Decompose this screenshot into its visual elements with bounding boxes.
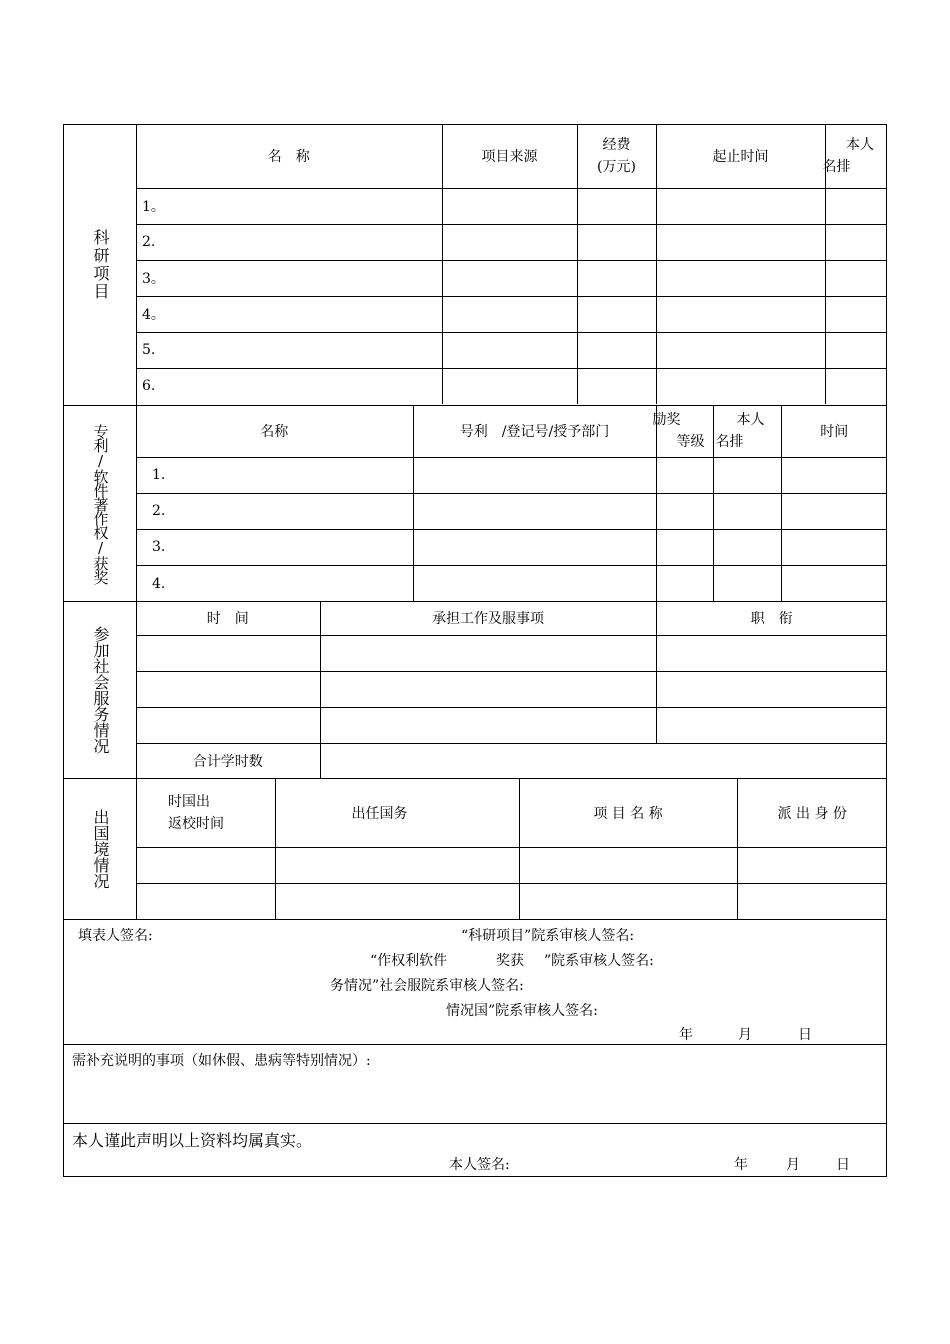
service-side-label-cell xyxy=(64,602,137,778)
declaration-day-label: 日 xyxy=(836,1157,850,1173)
patent-rank-cell[interactable] xyxy=(713,457,781,493)
row-number: 6. xyxy=(136,368,442,404)
research-source-cell[interactable] xyxy=(442,332,577,368)
service-time-cell[interactable] xyxy=(136,635,320,671)
patent-header-time: 时间 xyxy=(781,406,887,457)
row-number: 4。 xyxy=(136,296,442,332)
patent-level-cell[interactable] xyxy=(656,457,713,493)
research-header-row xyxy=(136,125,886,188)
research-funds-cell[interactable] xyxy=(577,332,656,368)
abroad-side-label: 出国境情况 xyxy=(91,809,110,889)
signature-year-label: 年 xyxy=(679,1027,693,1043)
patent-reviewer-signature-label-a: “作权利软件 xyxy=(370,953,448,969)
funds-label: 经费 xyxy=(602,137,631,154)
service-header-row xyxy=(136,602,887,635)
declaration-month-label: 月 xyxy=(786,1157,800,1173)
row-number: 2. xyxy=(136,493,413,529)
research-rank-cell[interactable] xyxy=(825,224,886,260)
table-row xyxy=(136,457,887,493)
level-label-1: 励奖 xyxy=(652,412,681,429)
abroad-identity-cell[interactable] xyxy=(737,883,887,920)
research-source-cell[interactable] xyxy=(442,296,577,332)
form-page xyxy=(63,124,887,1177)
abroad-time-label-1: 时国出 xyxy=(168,793,210,810)
abroad-header-project: 项 目 名 称 xyxy=(519,779,737,847)
research-funds-cell[interactable] xyxy=(577,224,656,260)
patent-rank-cell[interactable] xyxy=(713,565,781,602)
service-title-cell[interactable] xyxy=(656,707,887,743)
declaration-text: 本人谨此声明以上资料均属真实。 xyxy=(72,1131,313,1150)
research-rank-cell[interactable] xyxy=(825,260,886,296)
table-row xyxy=(136,493,887,529)
research-source-cell[interactable] xyxy=(442,224,577,260)
research-side-label-cell xyxy=(64,125,137,405)
abroad-time-label-2: 返校时间 xyxy=(168,815,224,832)
abroad-time-cell[interactable] xyxy=(136,847,275,883)
abroad-task-cell[interactable] xyxy=(275,883,519,920)
patent-time-cell[interactable] xyxy=(781,565,887,602)
rank-label-1: 本人 xyxy=(846,137,874,154)
patent-section xyxy=(63,405,887,601)
patent-time-cell[interactable] xyxy=(781,529,887,565)
abroad-identity-cell[interactable] xyxy=(737,847,887,883)
patent-time-cell[interactable] xyxy=(781,457,887,493)
service-header-time: 时 间 xyxy=(136,602,320,635)
service-section xyxy=(63,601,887,778)
rank-label-2: 名排 xyxy=(822,159,851,176)
patent-grid xyxy=(136,406,886,602)
abroad-time-cell[interactable] xyxy=(136,883,275,920)
table-row xyxy=(136,847,887,883)
patent-dept-cell[interactable] xyxy=(413,565,656,602)
research-reviewer-signature-label: “科研项目”院系审核人签名: xyxy=(461,928,635,944)
patent-time-cell[interactable] xyxy=(781,493,887,529)
abroad-header-row xyxy=(136,779,887,847)
abroad-task-cell[interactable] xyxy=(275,847,519,883)
note-label: 需补充说明的事项（如休假、患病等特别情况）: xyxy=(72,1053,371,1069)
table-row xyxy=(136,296,886,332)
patent-reviewer-signature-label-b: 奖获 xyxy=(496,953,524,969)
patent-side-label: 专利/软件著作权/获奖 xyxy=(91,423,110,584)
patent-level-cell[interactable] xyxy=(656,493,713,529)
research-rank-cell[interactable] xyxy=(825,368,886,404)
table-row xyxy=(136,883,887,920)
research-period-cell[interactable] xyxy=(656,332,825,368)
research-source-cell[interactable] xyxy=(442,368,577,404)
service-side-label: 参加社会服务情况 xyxy=(91,626,110,754)
table-row xyxy=(136,188,886,224)
declaration-signature-label: 本人签名: xyxy=(449,1157,510,1173)
row-number: 3. xyxy=(136,529,413,565)
service-work-cell[interactable] xyxy=(320,635,656,671)
filler-signature-label: 填表人签名: xyxy=(78,928,153,944)
table-row xyxy=(136,332,886,368)
abroad-reviewer-signature-label: 情况国”院系审核人签名: xyxy=(446,1003,598,1019)
abroad-header-task: 出任国务 xyxy=(275,779,519,847)
service-time-cell[interactable] xyxy=(136,707,320,743)
note-section[interactable] xyxy=(63,1044,887,1123)
declaration-year-label: 年 xyxy=(734,1157,748,1173)
research-grid xyxy=(136,125,886,404)
research-funds-cell[interactable] xyxy=(577,188,656,224)
funds-unit-label: (万元) xyxy=(597,159,636,176)
research-header-name: 名 称 xyxy=(136,125,442,188)
service-total-value[interactable] xyxy=(320,743,887,778)
service-title-cell[interactable] xyxy=(656,635,887,671)
research-funds-cell[interactable] xyxy=(577,368,656,404)
row-number: 4. xyxy=(136,565,413,602)
research-funds-cell[interactable] xyxy=(577,296,656,332)
abroad-table xyxy=(136,779,887,920)
patent-dept-cell[interactable] xyxy=(413,493,656,529)
service-header-title: 职 衔 xyxy=(656,602,887,635)
signature-section xyxy=(63,919,887,1044)
declaration-section xyxy=(63,1123,887,1177)
research-funds-cell[interactable] xyxy=(577,260,656,296)
table-row xyxy=(136,707,887,743)
level-label-2: 等级 xyxy=(676,434,705,451)
row-number: 1. xyxy=(136,457,413,493)
patent-dept-cell[interactable] xyxy=(413,529,656,565)
research-header-funds xyxy=(577,125,656,188)
research-period-cell[interactable] xyxy=(656,224,825,260)
patent-header-name: 名称 xyxy=(136,406,413,457)
patent-rank-cell[interactable] xyxy=(713,529,781,565)
service-header-work: 承担工作及服事项 xyxy=(320,602,656,635)
research-rank-cell[interactable] xyxy=(825,188,886,224)
patent-header-level xyxy=(652,406,713,457)
patent-side-label-cell xyxy=(64,406,137,601)
row-number: 1。 xyxy=(136,188,442,224)
table-row xyxy=(136,529,887,565)
research-rank-cell[interactable] xyxy=(825,296,886,332)
table-row xyxy=(136,224,886,260)
research-side-label: 科研项目 xyxy=(91,229,110,301)
row-number: 5. xyxy=(136,332,442,368)
research-table xyxy=(136,125,886,404)
research-source-cell[interactable] xyxy=(442,260,577,296)
patent-level-cell[interactable] xyxy=(656,565,713,602)
table-row xyxy=(136,368,886,404)
research-section xyxy=(63,124,887,405)
service-work-cell[interactable] xyxy=(320,671,656,707)
abroad-project-cell[interactable] xyxy=(519,883,737,920)
service-title-cell[interactable] xyxy=(656,671,887,707)
service-total-row xyxy=(136,743,887,778)
abroad-header-time xyxy=(136,779,275,847)
research-header-period: 起止时间 xyxy=(656,125,825,188)
research-period-cell[interactable] xyxy=(656,296,825,332)
patent-header-row xyxy=(136,406,887,457)
row-number: 3。 xyxy=(136,260,442,296)
table-row xyxy=(136,671,887,707)
patent-level-cell[interactable] xyxy=(656,529,713,565)
table-row xyxy=(136,565,887,602)
patent-reviewer-signature-label-c: ”院系审核人签名: xyxy=(544,953,654,969)
research-source-cell[interactable] xyxy=(442,188,577,224)
abroad-section xyxy=(63,778,887,919)
service-reviewer-signature-label: 务情况”社会服院系审核人签名: xyxy=(330,978,524,994)
patent-table xyxy=(136,406,887,602)
research-period-cell[interactable] xyxy=(656,188,825,224)
table-row xyxy=(136,635,887,671)
service-table xyxy=(136,602,887,778)
research-period-cell[interactable] xyxy=(656,260,825,296)
abroad-side-label-cell xyxy=(64,779,137,919)
rank-label-1: 本人 xyxy=(736,412,765,429)
table-row xyxy=(136,260,886,296)
service-time-cell[interactable] xyxy=(136,671,320,707)
research-header-source: 项目来源 xyxy=(442,125,577,188)
patent-header-rank xyxy=(713,406,781,457)
abroad-grid xyxy=(136,779,886,920)
patent-rank-cell[interactable] xyxy=(713,493,781,529)
service-total-label: 合计学时数 xyxy=(136,743,320,778)
abroad-header-identity: 派 出 身 份 xyxy=(737,779,887,847)
service-work-cell[interactable] xyxy=(320,707,656,743)
research-period-cell[interactable] xyxy=(656,368,825,404)
service-grid xyxy=(136,602,886,778)
patent-dept-cell[interactable] xyxy=(413,457,656,493)
signature-day-label: 日 xyxy=(798,1027,812,1043)
row-number: 2. xyxy=(136,224,442,260)
research-rank-cell[interactable] xyxy=(825,332,886,368)
rank-label-2: 名排 xyxy=(715,434,744,451)
signature-month-label: 月 xyxy=(738,1027,752,1043)
research-header-rank xyxy=(822,125,886,188)
abroad-project-cell[interactable] xyxy=(519,847,737,883)
patent-header-dept: 号利 /登记号/授予部门 xyxy=(413,406,656,457)
